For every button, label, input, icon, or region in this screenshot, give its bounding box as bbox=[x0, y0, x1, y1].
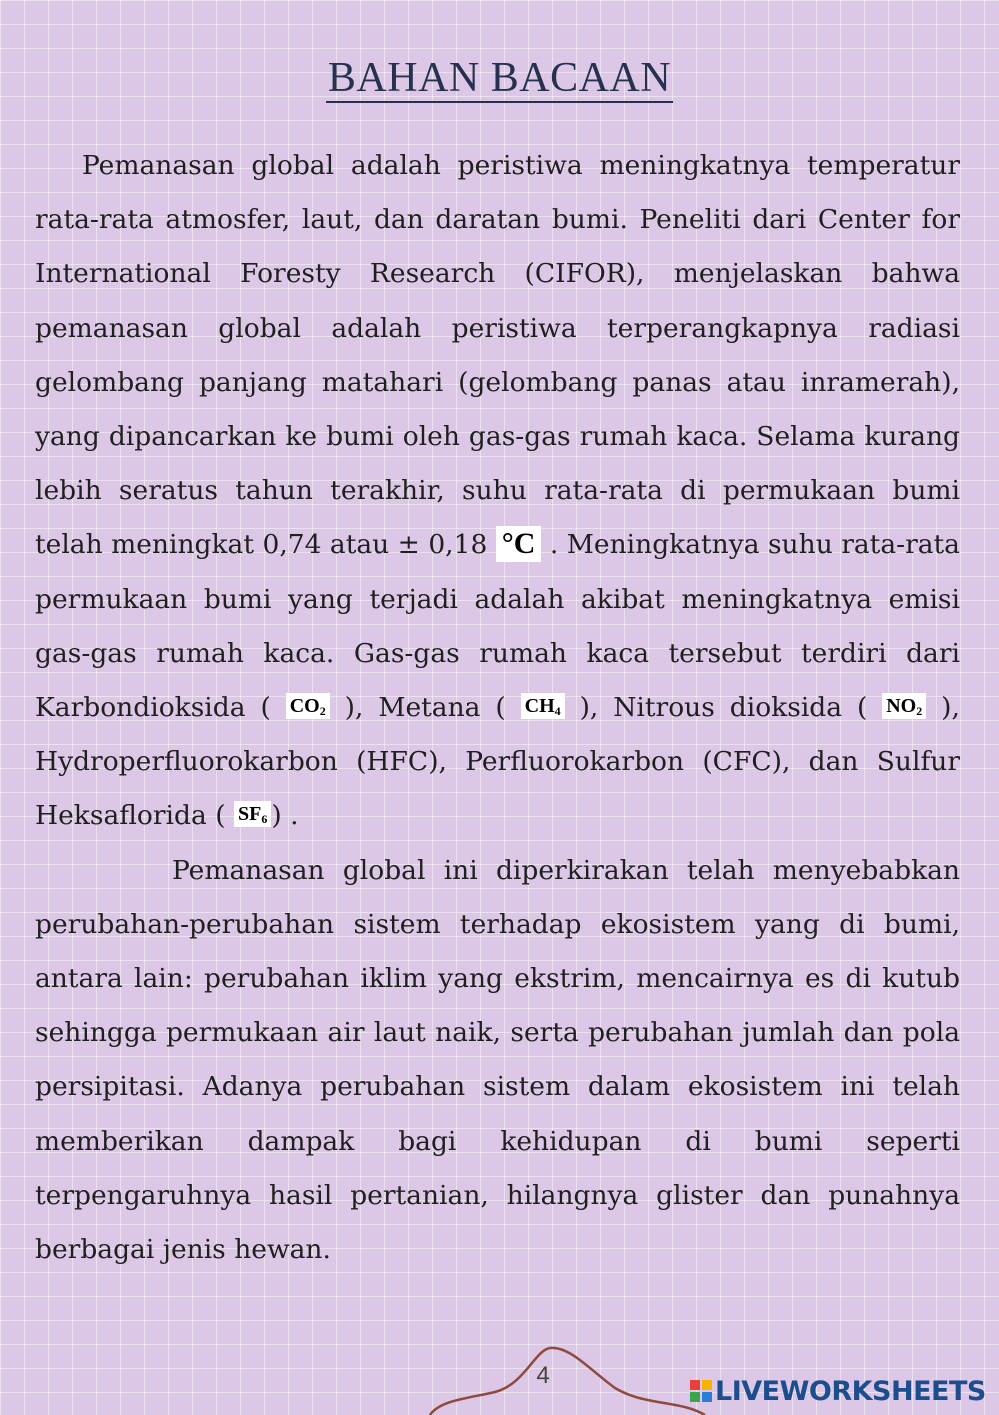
paragraph-1 bbox=[35, 139, 960, 844]
page-number: 4 bbox=[536, 1362, 550, 1389]
liveworksheets-brand-text: LIVEWORKSHEETS bbox=[715, 1375, 986, 1407]
liveworksheets-logo-icon bbox=[690, 1380, 712, 1402]
liveworksheets-brand[interactable] bbox=[690, 1373, 986, 1409]
page-title bbox=[0, 52, 999, 104]
sf6-subscript: 6 bbox=[261, 812, 268, 827]
paragraph-1-part-2: . Meningkatnya suhu rata-rata permukaan bumi yang terjadi adalah akibat meningkatnya emisi gas-gas rumah kaca. Gas-gas rumah kaca tersebut terdiri dari Karbondioksida ( bbox=[35, 529, 960, 724]
paragraph-2: Pemanasan global ini diperkirakan telah menyebabkan perubahan-perubahan sistem terhadap ekosistem yang di bumi, antara lain: perubahan iklim yang ekstrim, mencairnya es di kutub sehingga permukaan air laut naik, serta perubahan jumlah dan pola persipitasi. Adanya perubahan sistem dalam ekosistem ini telah memberikan dampak bagi kehidupan di bumi seperti terpengaruhnya hasil pertanian, hilangnya glister dan punahnya berbagai jenis hewan. bbox=[35, 854, 960, 1266]
reading-text bbox=[35, 139, 960, 1277]
no2-base: NO bbox=[886, 695, 917, 718]
sf6-formula-image bbox=[234, 801, 271, 827]
sf6-base: SF bbox=[237, 803, 262, 826]
ch4-formula-image bbox=[521, 693, 565, 719]
co2-base: CO bbox=[289, 695, 320, 718]
no2-subscript: 2 bbox=[916, 704, 923, 719]
paragraph-1-part-1: Pemanasan global adalah peristiwa meningkatnya temperatur rata-rata atmosfer, laut, dan daratan bumi. Peneliti dari Center for International Foresty Research (CIFOR), menjelaskan bahwa pemanasan global adalah peristiwa terperangkapnya radiasi gelombang panjang matahari (gelombang panas atau inramerah), yang dipancarkan ke bumi oleh gas-gas rumah kaca. Selama kurang lebih seratus tahun terakhir, suhu rata-rata di permukaan bumi telah meningkat 0,74 atau ± 0,18 bbox=[35, 150, 960, 561]
page-title-text: BAHAN BACAAN bbox=[327, 55, 672, 101]
ch4-base: CH bbox=[524, 695, 555, 718]
paragraph-1-part-5: ), Hydroperfluorokarbon (HFC), Perfluorokarbon (CFC), dan Sulfur Heksaflorida ( bbox=[35, 692, 960, 832]
paragraph-1-part-4: ), Nitrous dioksida ( bbox=[579, 692, 868, 724]
celsius-symbol-image: °C bbox=[496, 526, 542, 562]
co2-formula-image bbox=[286, 693, 330, 719]
ch4-subscript: 4 bbox=[554, 704, 561, 719]
paragraph-1-part-6: ) . bbox=[271, 800, 299, 832]
no2-formula-image bbox=[882, 693, 926, 719]
co2-subscript: 2 bbox=[319, 704, 326, 719]
paragraph-1-part-3: ), Metana ( bbox=[344, 692, 506, 724]
